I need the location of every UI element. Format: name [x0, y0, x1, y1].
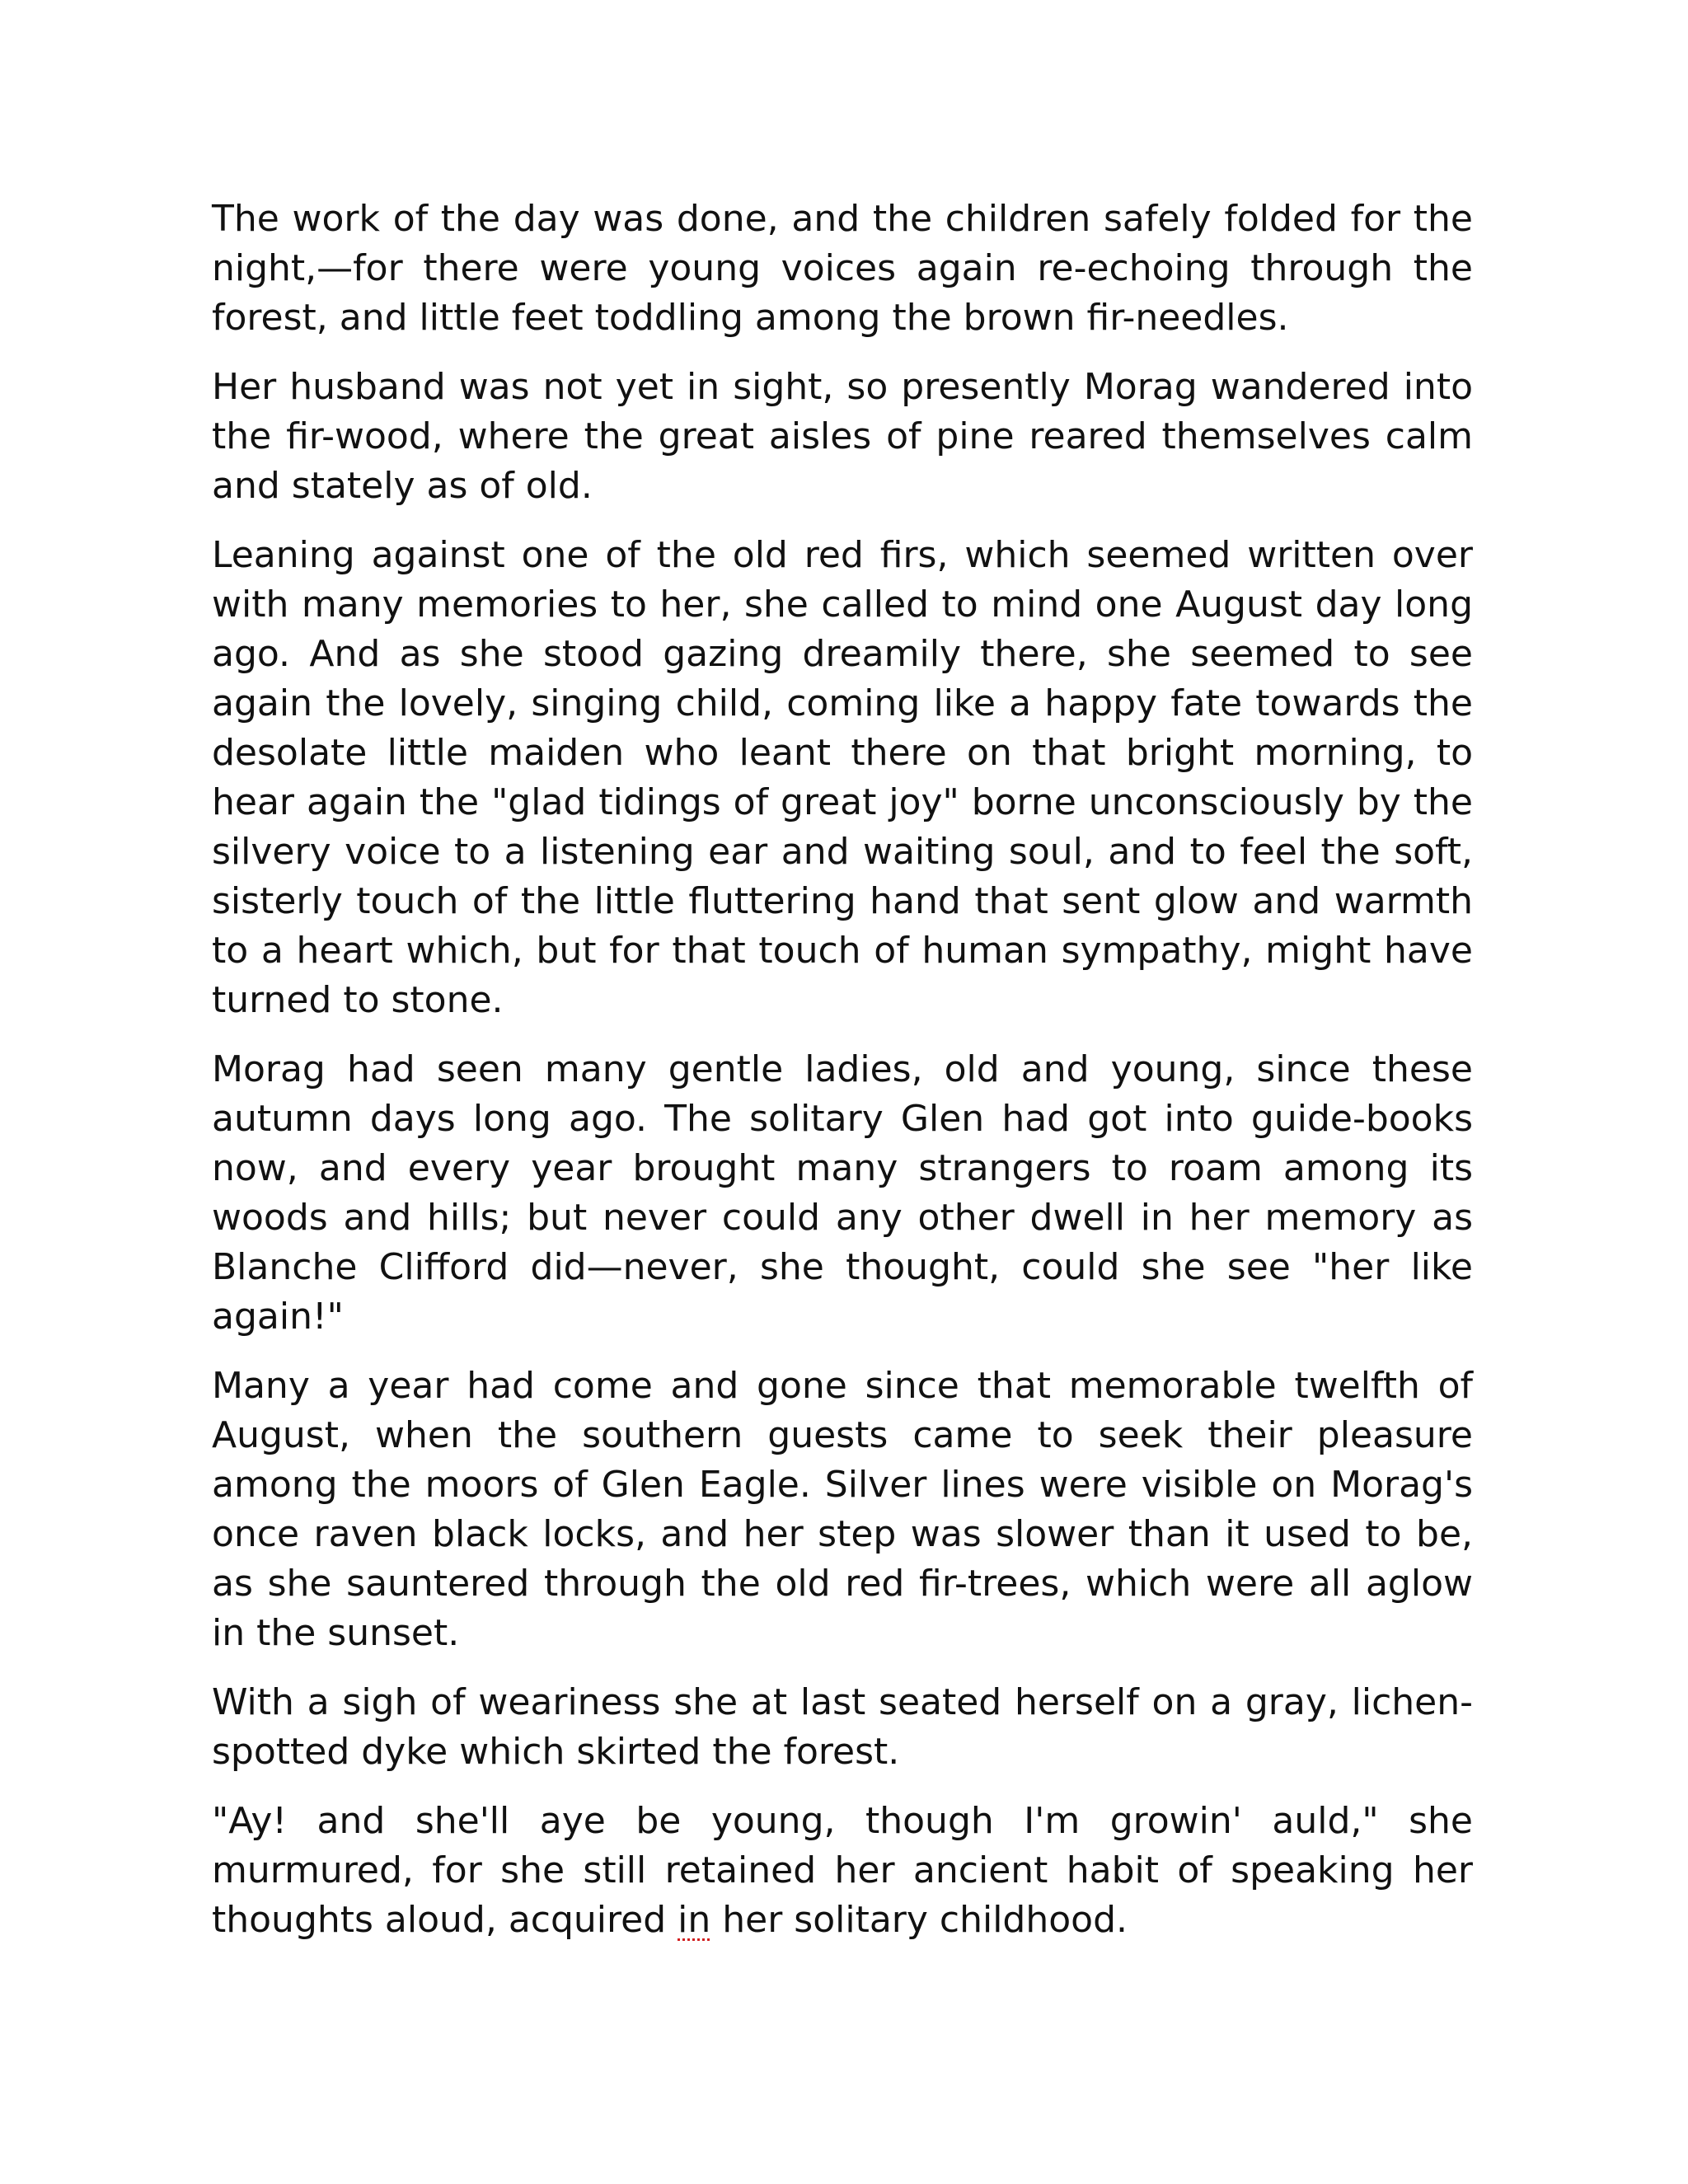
paragraph-6: With a sigh of weariness she at last seated herself on a gray, lichen-spotted dyke which skirted the forest.: [212, 1681, 1473, 1773]
spellcheck-flagged-word[interactable]: in: [678, 1899, 711, 1941]
paragraph-7-text-end: her solitary childhood.: [710, 1899, 1128, 1941]
document-body: [212, 194, 1473, 1965]
paragraph-3: Leaning against one of the old red firs, which seemed written over with many memories to her, she called to mind one August day long ago. And as she stood gazing dreamily there, she seemed to see again the lovely, singing child, coming like a happy fate towards the desolate little maiden who leant there on that bright morning, to hear again the "glad tidings of great joy" borne unconsciously by the silvery voice to a listening ear and waiting soul, and to feel the soft, sisterly touch of the little fluttering hand that sent glow and warmth to a heart which, but for that touch of human sympathy, might have turned to stone.: [212, 534, 1473, 1021]
paragraph-4: Morag had seen many gentle ladies, old and young, since these autumn days long ago. The solitary Glen had got into guide-books now, and every year brought many strangers to roam among its woods and hills; but never could any other dwell in her memory as Blanche Clifford did—never, she thought, could she see "her like again!": [212, 1048, 1473, 1338]
paragraph-7-text-start: "Ay! and she'll aye be young, though I'm growin' auld," she murmured, for she still retained her ancient habit of speaking her thoughts aloud, acquired: [212, 1800, 1473, 1941]
paragraph-7: [212, 1797, 1473, 1945]
paragraph-1: The work of the day was done, and the children safely folded for the night,—for there were young voices again re-echoing through the forest, and little feet toddling among the brown fir-needles.: [212, 198, 1473, 339]
paragraph-5: Many a year had come and gone since that memorable twelfth of August, when the southern guests came to seek their pleasure among the moors of Glen Eagle. Silver lines were visible on Morag's once raven black locks, and her step was slower than it used to be, as she sauntered through the old red fir-trees, which were all aglow in the sunset.: [212, 1365, 1473, 1654]
paragraph-2: Her husband was not yet in sight, so presently Morag wandered into the fir-wood, where the great aisles of pine reared themselves calm and stately as of old.: [212, 366, 1473, 507]
